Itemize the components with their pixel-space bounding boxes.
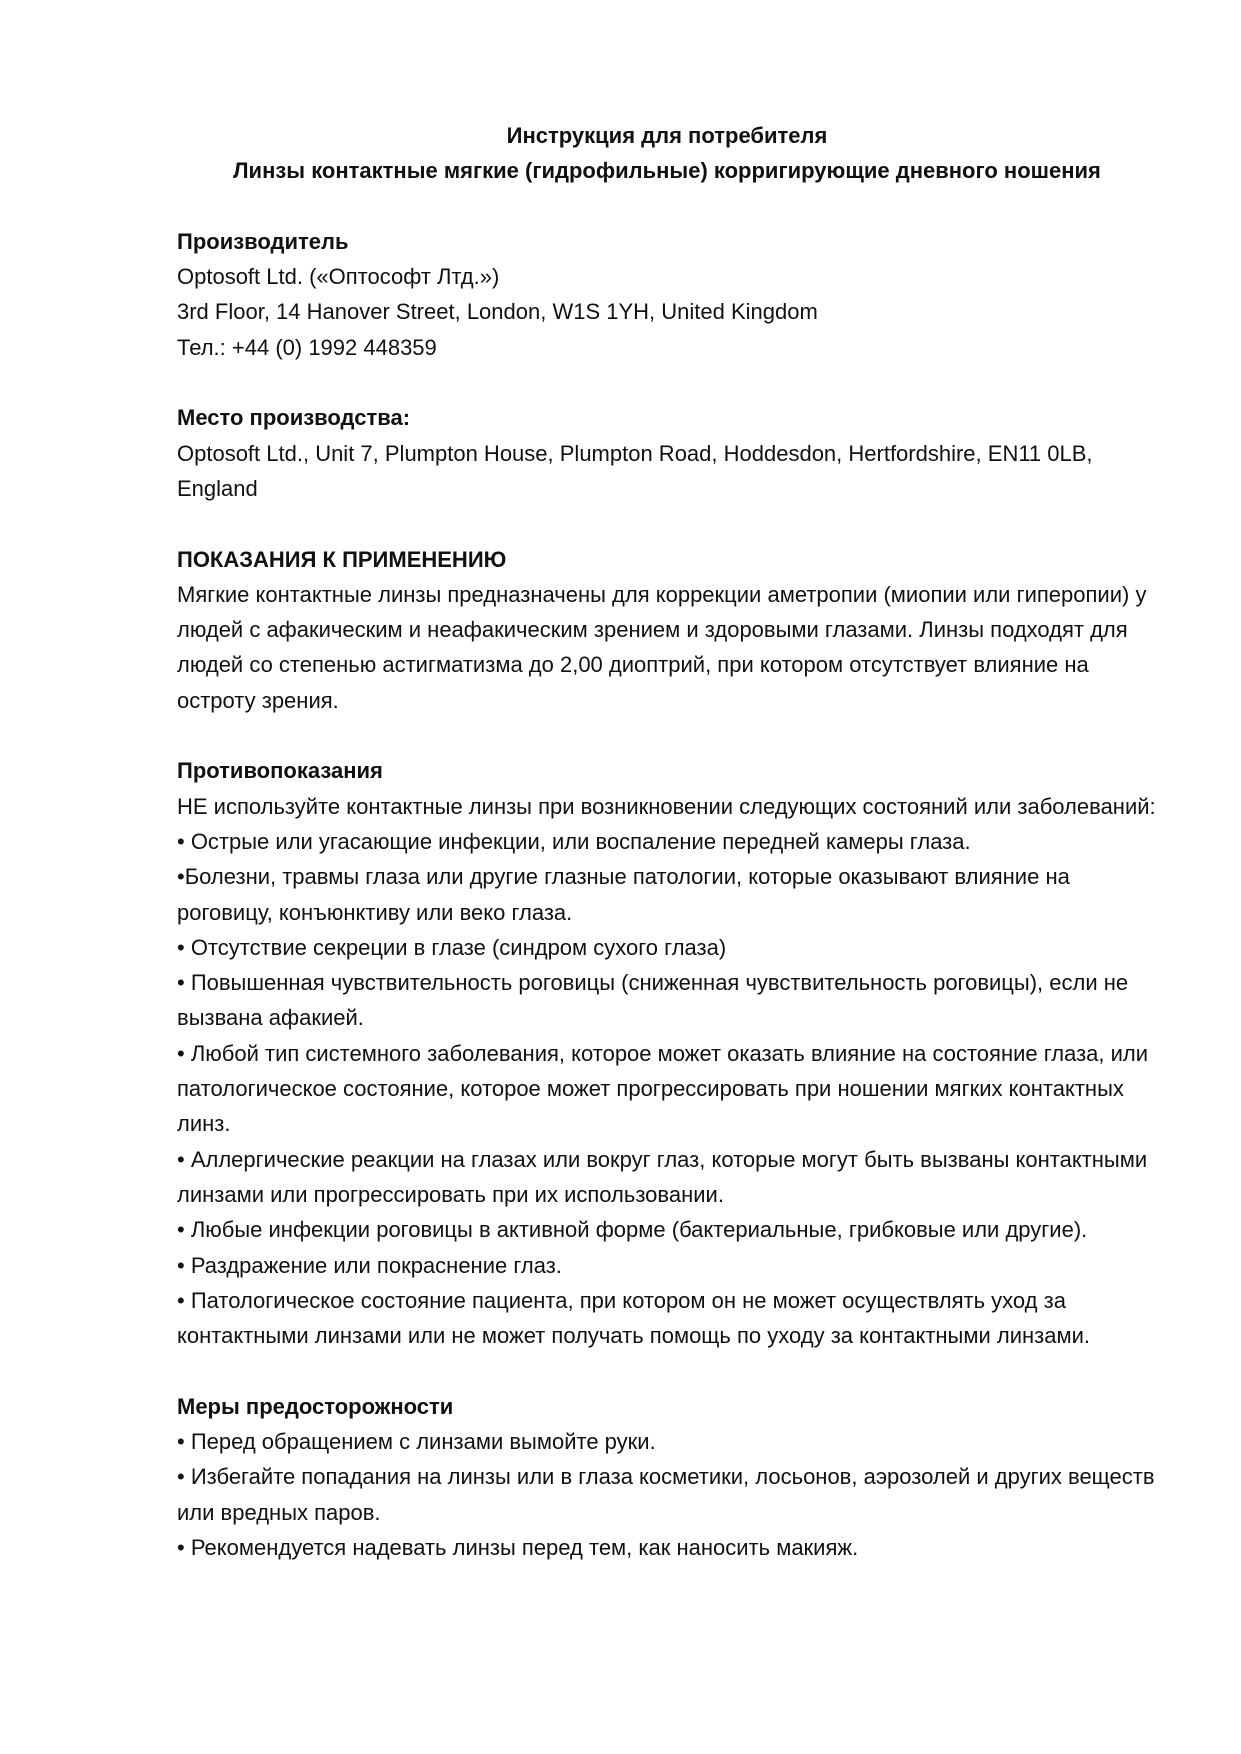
precautions-section (177, 1389, 1157, 1565)
production-site-heading: Место производства: (177, 405, 411, 431)
contraindication-item: • Любые инфекции роговицы в активной форме (бактериальные, грибковые или другие). (177, 1217, 1088, 1243)
precautions-heading: Меры предосторожности (177, 1393, 454, 1419)
contraindication-item: •Болезни, травмы глаза или другие глазные патологии, которые оказывают влияние на роговицу, конъюнктиву или веко глаза. (177, 864, 1070, 925)
contraindication-item: • Раздражение или покраснение глаз. (177, 1252, 562, 1278)
precaution-item: • Перед обращением с линзами вымойте руки. (177, 1428, 656, 1454)
contraindication-item: • Острые или угасающие инфекции, или воспаление передней камеры глаза. (177, 828, 971, 854)
manufacturer-address: 3rd Floor, 14 Hanover Street, London, W1S 1YH, United Kingdom (177, 299, 818, 325)
contraindication-item: • Любой тип системного заболевания, которое может оказать влияние на состояние глаза, или патологическое состояние, которое может прогрессировать при ношении мягких контактных линз. (177, 1040, 1149, 1137)
indications-section (177, 542, 1157, 718)
contraindications-intro: НЕ используйте контактные линзы при возникновении следующих состояний или заболеваний: (177, 793, 1156, 819)
manufacturer-phone: Тел.: +44 (0) 1992 448359 (177, 334, 437, 360)
document-title: Инструкция для потребителя (506, 123, 828, 148)
contraindication-item: • Повышенная чувствительность роговицы (сниженная чувствительность роговицы), если не вызвана афакией. (177, 970, 1129, 1031)
contraindications-section (177, 753, 1157, 1353)
contraindication-item: • Патологическое состояние пациента, при котором он не может осуществлять уход за контактными линзами или не может получать помощь по уходу за контактными линзами. (177, 1287, 1091, 1349)
production-site-address: Optosoft Ltd., Unit 7, Plumpton House, Plumpton Road, Hoddesdon, Hertfordshire, EN11 0LB, England (177, 440, 1093, 501)
indications-heading: ПОКАЗАНИЯ К ПРИМЕНЕНИЮ (177, 546, 507, 572)
production-site-section (177, 400, 1157, 506)
document-subtitle: Линзы контактные мягкие (гидрофильные) корригирующие дневного ношения (233, 158, 1101, 184)
contraindication-item: • Аллергические реакции на глазах или вокруг глаз, которые могут быть вызваны контактными линзами или прогрессировать при их использовании. (177, 1146, 1148, 1207)
document-content (177, 118, 1157, 1565)
precaution-item: • Рекомендуется надевать линзы перед тем, как наносить макияж. (177, 1534, 859, 1560)
indications-text: Мягкие контактные линзы предназначены для коррекции аметропии (миопии или гиперопии) у людей с афакическим и неафакическим зрением и здоровыми глазами. Линзы подходят для людей со степенью астигматизма до 2,00 диоптрий, при котором отсутствует влияние на остроту зрения. (177, 581, 1147, 713)
contraindication-item: • Отсутствие секреции в глазе (синдром сухого глаза) (177, 934, 727, 960)
manufacturer-name: Optosoft Ltd. («Оптософт Лтд.») (177, 264, 500, 290)
manufacturer-heading: Производитель (177, 228, 349, 254)
precaution-item: • Избегайте попадания на линзы или в глаза косметики, лосьонов, аэрозолей и других веществ или вредных паров. (177, 1464, 1155, 1525)
manufacturer-section (177, 224, 1157, 365)
contraindications-heading: Противопоказания (177, 758, 383, 784)
